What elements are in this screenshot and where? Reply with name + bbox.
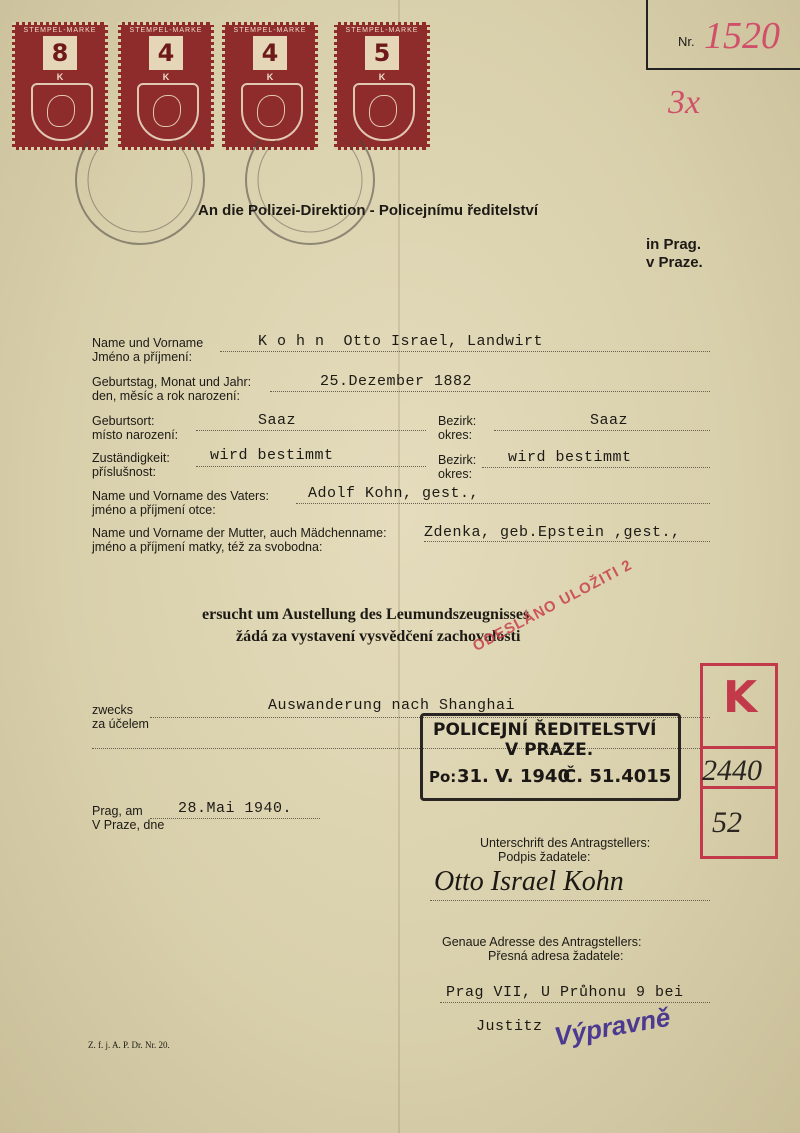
stamp-currency: K bbox=[56, 72, 64, 82]
violet-stamp: Výpravně bbox=[552, 1001, 673, 1052]
police-stamp-line2: V PRAZE. bbox=[505, 740, 594, 760]
mother-label-cz: jméno a příjmení matky, též za svobodna: bbox=[92, 540, 323, 554]
residence-line bbox=[196, 466, 426, 467]
mother-value: Zdenka, geb.Epstein ,gest., bbox=[424, 524, 681, 541]
request-line-de: ersucht um Austellung des Leumundszeugnisses bbox=[202, 606, 530, 623]
lion-crest-icon bbox=[353, 83, 415, 141]
birthplace-district-label-cz: okres: bbox=[438, 428, 473, 442]
revenue-stamp-2 bbox=[118, 22, 214, 150]
stamp-header: STEMPEL-MARKE bbox=[23, 27, 97, 34]
name-label-cz: Jméno a příjmení: bbox=[92, 350, 193, 364]
police-stamp bbox=[420, 713, 681, 801]
stamp-value: 8 bbox=[43, 36, 77, 70]
mother-label-de: Name und Vorname der Mutter, auch Mädchenname: bbox=[92, 526, 387, 540]
purpose-value: Auswanderung nach Shanghai bbox=[268, 697, 516, 714]
purpose-label-de: zwecks bbox=[92, 703, 133, 717]
residence-district-line bbox=[482, 467, 710, 468]
birthplace-district-value: Saaz bbox=[590, 412, 629, 429]
stamp-value: 5 bbox=[365, 36, 399, 70]
stamp-value: 4 bbox=[149, 36, 183, 70]
date-value: 28.Mai 1940. bbox=[178, 800, 293, 817]
birthdate-label-cz: den, měsíc a rok narození: bbox=[92, 389, 240, 403]
residence-district-label-cz: okres: bbox=[438, 467, 473, 481]
postmark-circles bbox=[70, 140, 380, 250]
date-line bbox=[150, 818, 320, 819]
police-stamp-prefix: Po: bbox=[429, 768, 457, 786]
birthplace-value: Saaz bbox=[258, 412, 297, 429]
revenue-stamp-1 bbox=[12, 22, 108, 150]
father-label-de: Name und Vorname des Vaters: bbox=[92, 489, 269, 503]
father-line bbox=[296, 503, 710, 504]
residence-label-de: Zuständigkeit: bbox=[92, 451, 170, 465]
address-line1: Prag VII, U Průhonu 9 bei bbox=[446, 984, 684, 1001]
residence-district-value: wird bestimmt bbox=[508, 449, 632, 466]
registry-number: 2440 bbox=[702, 754, 762, 787]
birthdate-label-de: Geburtstag, Monat und Jahr: bbox=[92, 375, 252, 389]
stamp-header: STEMPEL-MARKE bbox=[233, 27, 307, 34]
request-line-cz: žádá za vystavení vysvědčení zachovalosti bbox=[236, 628, 521, 645]
signature-label-cz: Podpis žadatele: bbox=[498, 850, 591, 864]
name-line bbox=[220, 351, 710, 352]
father-value: Adolf Kohn, gest., bbox=[308, 485, 480, 502]
red-rubber-stamp: ODESLÁNO ULOŽITI 2 bbox=[470, 556, 636, 656]
registry-sub: 52 bbox=[712, 806, 742, 839]
number-box bbox=[646, 0, 800, 70]
registry-divider bbox=[703, 746, 775, 749]
date-label-cz: V Praze, dne bbox=[92, 818, 165, 832]
police-stamp-number: Č. 51.4015 bbox=[563, 766, 672, 787]
fold-line bbox=[398, 0, 400, 1133]
stamp-value: 4 bbox=[253, 36, 287, 70]
stamp-currency: K bbox=[378, 72, 386, 82]
addressee-line: An die Polizei-Direktion - Policejnímu ředitelství bbox=[198, 202, 539, 219]
birthdate-value: 25.Dezember 1882 bbox=[320, 373, 473, 390]
lion-crest-icon bbox=[241, 83, 303, 141]
city-de: in Prag. bbox=[646, 236, 702, 253]
birthplace-district-line bbox=[494, 430, 710, 431]
name-label-de: Name und Vorname bbox=[92, 336, 204, 350]
residence-district-label-de: Bezirk: bbox=[438, 453, 477, 467]
revenue-stamp-4 bbox=[334, 22, 430, 150]
address-label-cz: Přesná adresa žadatele: bbox=[488, 949, 624, 963]
birthdate-line bbox=[270, 391, 710, 392]
birthplace-label-cz: místo narození: bbox=[92, 428, 179, 442]
name-value: K o h n Otto Israel, Landwirt bbox=[258, 333, 544, 350]
lion-crest-icon bbox=[31, 83, 93, 141]
revenue-stamp-3 bbox=[222, 22, 318, 150]
number-value: 1520 bbox=[704, 15, 780, 57]
father-label-cz: jméno a příjmení otce: bbox=[92, 503, 216, 517]
birthplace-label-de: Geburtsort: bbox=[92, 414, 155, 428]
number-label: Nr. bbox=[678, 34, 695, 49]
signature: Otto Israel Kohn bbox=[434, 866, 624, 897]
residence-value: wird bestimmt bbox=[210, 447, 334, 464]
lion-crest-icon bbox=[137, 83, 199, 141]
address-line bbox=[440, 1002, 710, 1003]
stamp-currency: K bbox=[266, 72, 274, 82]
birthplace-district-label-de: Bezirk: bbox=[438, 414, 477, 428]
city-cz: v Praze. bbox=[646, 254, 703, 271]
police-stamp-line1: POLICEJNÍ ŘEDITELSTVÍ bbox=[433, 720, 657, 740]
mother-line bbox=[424, 541, 710, 542]
stamp-header: STEMPEL-MARKE bbox=[345, 27, 419, 34]
purpose-label-cz: za účelem bbox=[92, 717, 149, 731]
stamp-currency: K bbox=[162, 72, 170, 82]
police-stamp-date: 31. V. 1940 bbox=[457, 766, 570, 787]
signature-line bbox=[430, 900, 710, 901]
signature-label-de: Unterschrift des Antragstellers: bbox=[480, 836, 651, 850]
registry-letter: K bbox=[723, 672, 758, 723]
address-line2: Justitz bbox=[476, 1018, 543, 1035]
birthplace-line bbox=[196, 430, 426, 431]
stamp-header: STEMPEL-MARKE bbox=[129, 27, 203, 34]
form-code: Z. f. j. A. P. Dr. Nr. 20. bbox=[88, 1040, 170, 1050]
residence-label-cz: příslušnost: bbox=[92, 465, 156, 479]
copies-note: 3x bbox=[668, 84, 701, 121]
date-label-de: Prag, am bbox=[92, 804, 143, 818]
address-label-de: Genaue Adresse des Antragstellers: bbox=[442, 935, 642, 949]
